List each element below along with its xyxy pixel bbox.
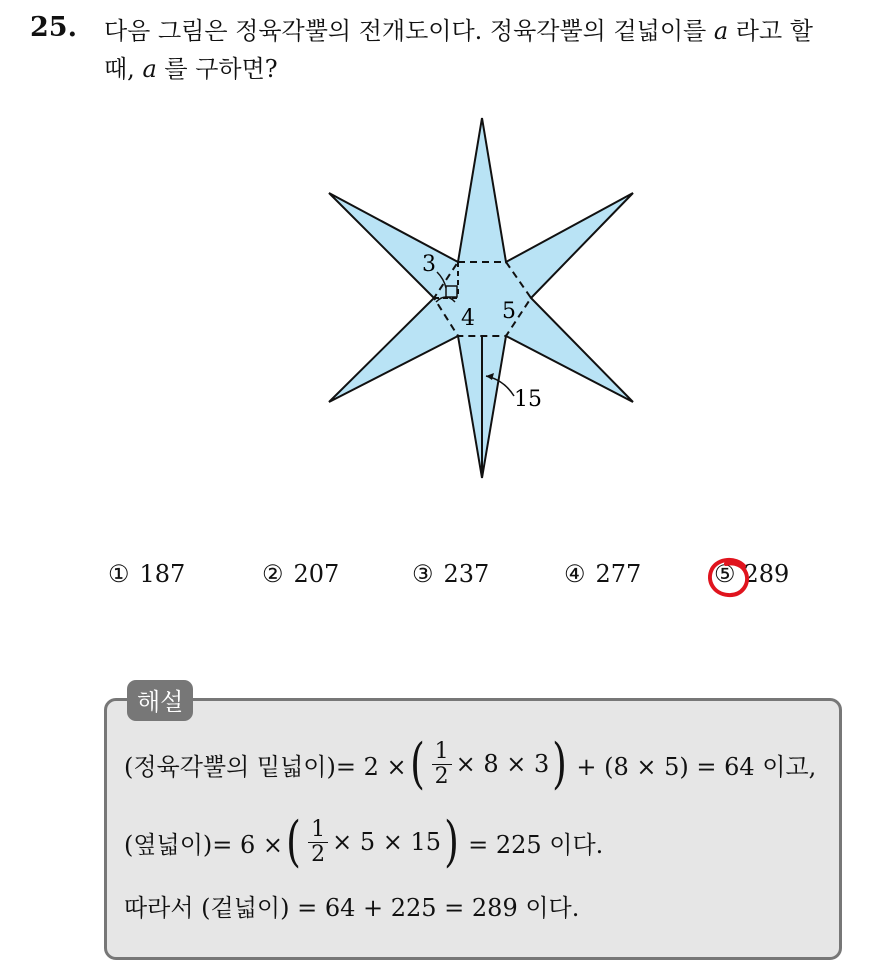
choice-3[interactable] <box>412 560 489 588</box>
choice-mark: ① <box>108 560 130 588</box>
choice-mark: ④ <box>564 560 586 588</box>
choice-4[interactable] <box>564 560 641 588</box>
choice-value: 207 <box>293 560 340 588</box>
fraction-half <box>432 740 452 789</box>
right-paren: ) <box>552 732 568 795</box>
label-3: 3 <box>422 252 436 277</box>
solution-text: (정육각뿔의 밑넓이)= 2 × <box>124 752 407 781</box>
answer-circle-mark <box>706 556 754 600</box>
solution-text: (옆넓이)= 6 × <box>124 830 284 859</box>
solution-line-1 <box>124 732 817 795</box>
solution-tag: 해설 <box>127 680 193 721</box>
fraction-half <box>308 818 328 867</box>
choice-value: 237 <box>443 560 490 588</box>
fraction-numerator: 1 <box>432 740 452 765</box>
label-5: 5 <box>502 299 516 324</box>
question-text-part: 다음 그림은 정육각뿔의 전개도이다. 정육각뿔의 겉넓이를 <box>104 17 714 45</box>
choice-mark: ② <box>262 560 284 588</box>
left-paren: ( <box>409 732 425 795</box>
choice-value: 187 <box>139 560 186 588</box>
left-paren: ( <box>286 810 301 873</box>
question-text-part: 라고 할 <box>728 17 813 45</box>
variable-a: a <box>713 17 729 45</box>
solution-text: × 5 × 15 <box>332 828 442 856</box>
question-text-part: 를 구하면? <box>156 55 278 83</box>
question-text-part: 때, <box>104 55 143 83</box>
hexagonal-pyramid-net-figure <box>300 105 660 495</box>
label-4: 4 <box>461 306 475 331</box>
solution-text: × 8 × 3 <box>455 750 550 778</box>
choice-mark: ⑤ <box>714 560 736 588</box>
fraction-numerator: 1 <box>308 818 328 843</box>
choice-mark: ③ <box>412 560 434 588</box>
choice-value: 277 <box>595 560 642 588</box>
fraction-denominator: 2 <box>311 841 326 867</box>
choice-2[interactable] <box>262 560 339 588</box>
fraction-denominator: 2 <box>434 763 449 789</box>
solution-text: 따라서 (겉넓이) = 64 + 225 = 289 이다. <box>124 894 580 922</box>
variable-a: a <box>142 55 157 83</box>
question-number: 25. <box>30 12 77 43</box>
answer-choices <box>108 560 828 600</box>
solution-text: + (8 × 5) = 64 이고, <box>576 752 817 781</box>
choice-value: 289 <box>743 560 790 588</box>
right-paren: ) <box>444 810 459 873</box>
solution-line-2 <box>124 810 604 873</box>
solution-text: = 225 이다. <box>468 830 604 859</box>
solution-line-3 <box>124 888 579 923</box>
choice-1[interactable] <box>108 560 185 588</box>
label-15: 15 <box>514 387 542 412</box>
question-text <box>104 12 874 88</box>
